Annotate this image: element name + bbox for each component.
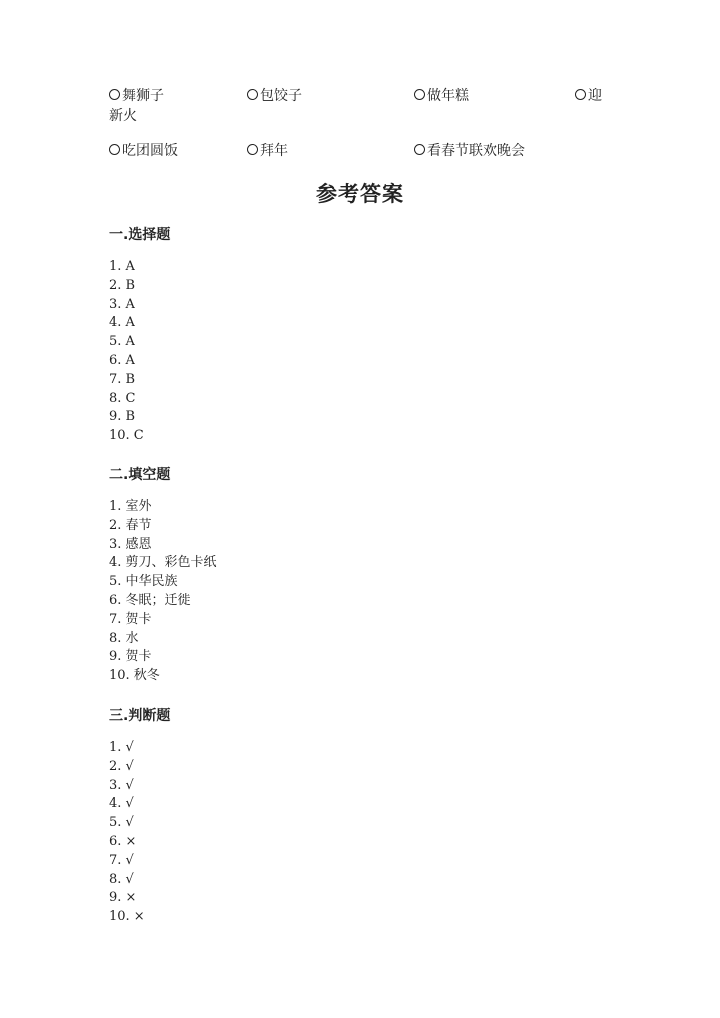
list-item: 1. 室外	[109, 499, 152, 514]
list-item: 9. 贺卡	[109, 649, 152, 665]
option-baojiaozi	[247, 86, 302, 106]
option-label: 做年糕	[427, 88, 469, 104]
list-item: 6. 冬眠；迁徙	[109, 592, 191, 608]
option-chituanyuanfan	[109, 141, 178, 161]
option-zuoniangao	[414, 86, 469, 106]
list-item: 2. 春节	[109, 517, 152, 533]
list-item: 4. √	[109, 796, 134, 812]
circle-icon	[247, 144, 258, 155]
list-item: 5. √	[109, 815, 134, 831]
option-label: 迎	[588, 88, 602, 104]
option-label: 包饺子	[260, 88, 302, 104]
list-item: 3. A	[109, 296, 135, 312]
circle-icon	[414, 89, 425, 100]
circle-icon	[414, 144, 425, 155]
circle-icon	[247, 89, 258, 100]
option-wrap-text: 新火	[109, 108, 137, 124]
list-item: 7. B	[109, 371, 136, 387]
section-heading-fill: 二.填空题	[109, 467, 171, 483]
list-item: 5. 中华民族	[109, 574, 178, 590]
list-item: 1. A	[109, 259, 135, 274]
option-label: 看春节联欢晚会	[427, 143, 525, 159]
list-item: 5. A	[109, 334, 135, 350]
option-kanchunwan	[414, 141, 525, 161]
option-wushizi	[109, 86, 164, 106]
list-item: 3. √	[109, 777, 134, 793]
choice-answer-list	[109, 258, 144, 446]
option-label: 拜年	[260, 143, 288, 159]
list-item: 4. A	[109, 315, 135, 331]
list-item: 6. ×	[109, 833, 137, 849]
list-item: 8. 水	[109, 630, 139, 646]
list-item: 10. C	[109, 428, 144, 444]
fill-answer-list	[109, 498, 217, 686]
page-title: 参考答案	[316, 182, 404, 206]
list-item: 4. 剪刀、彩色卡纸	[109, 555, 217, 571]
list-item: 1. √	[109, 740, 134, 755]
circle-icon	[109, 89, 120, 100]
list-item: 9. B	[109, 409, 136, 425]
option-yingxinhuo	[575, 86, 602, 106]
option-label: 舞狮子	[122, 88, 164, 104]
list-item: 7. √	[109, 852, 134, 868]
section-heading-choice: 一.选择题	[109, 227, 171, 243]
list-item: 10. ×	[109, 909, 145, 925]
list-item: 6. A	[109, 352, 135, 368]
circle-icon	[575, 89, 586, 100]
circle-icon	[109, 144, 120, 155]
judge-answer-list	[109, 739, 145, 927]
list-item: 9. ×	[109, 890, 137, 906]
option-label: 吃团圆饭	[122, 143, 178, 159]
option-bainian	[247, 141, 288, 161]
list-item: 2. B	[109, 277, 136, 293]
list-item: 8. C	[109, 390, 136, 406]
list-item: 10. 秋冬	[109, 668, 160, 684]
list-item: 7. 贺卡	[109, 611, 152, 627]
list-item: 2. √	[109, 758, 134, 774]
list-item: 3. 感恩	[109, 536, 152, 552]
section-heading-judge: 三.判断题	[109, 708, 171, 724]
list-item: 8. √	[109, 871, 134, 887]
